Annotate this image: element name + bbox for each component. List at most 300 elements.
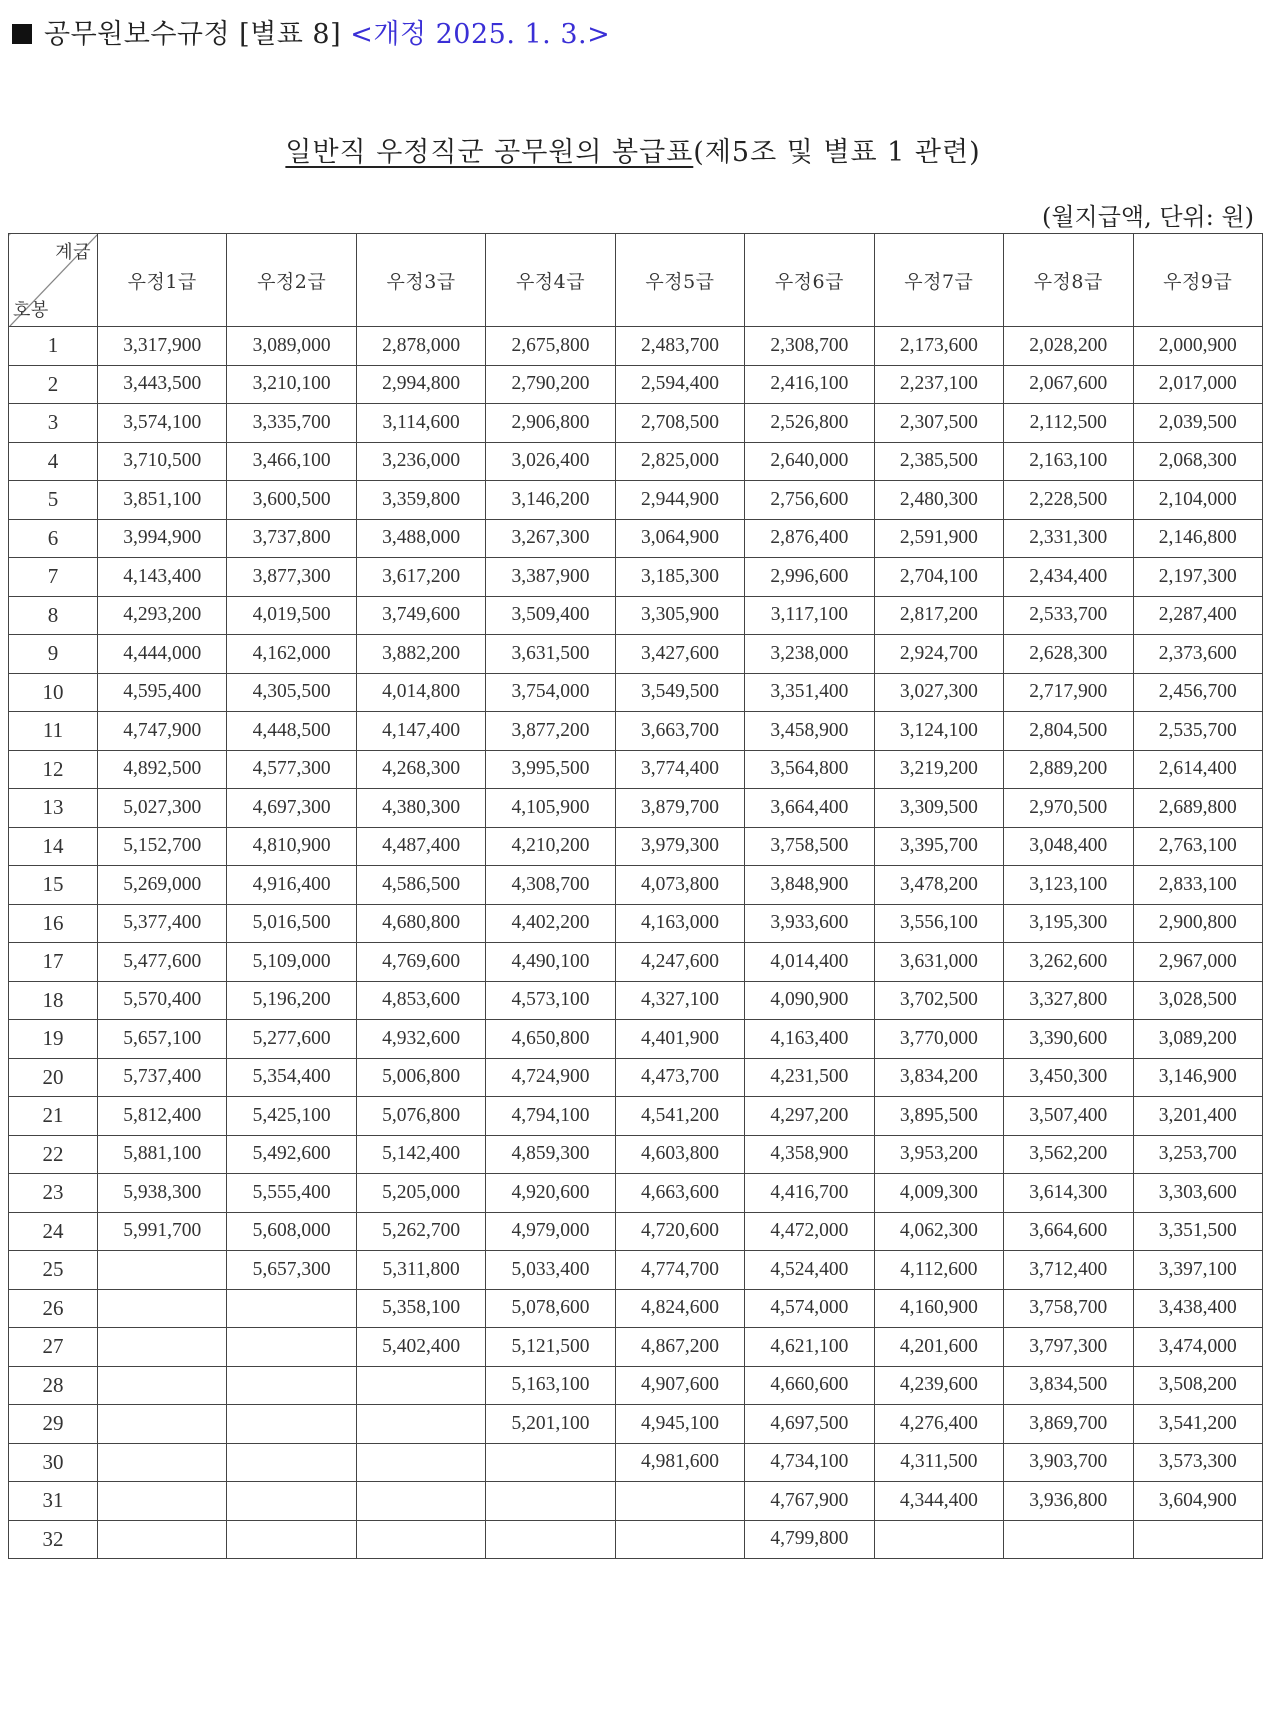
salary-cell: 3,466,100 bbox=[227, 442, 356, 481]
salary-cell: 2,708,500 bbox=[615, 404, 744, 443]
salary-cell: 2,889,200 bbox=[1004, 750, 1133, 789]
salary-cell: 3,335,700 bbox=[227, 404, 356, 443]
salary-cell: 2,307,500 bbox=[874, 404, 1003, 443]
salary-cell: 3,663,700 bbox=[615, 712, 744, 751]
step-number-cell: 19 bbox=[9, 1020, 98, 1059]
step-number-cell: 10 bbox=[9, 673, 98, 712]
salary-cell: 3,614,300 bbox=[1004, 1174, 1133, 1213]
step-number-cell: 16 bbox=[9, 904, 98, 943]
step-number-cell: 29 bbox=[9, 1405, 98, 1444]
salary-cell: 3,749,600 bbox=[356, 596, 485, 635]
salary-cell bbox=[486, 1520, 615, 1559]
salary-cell: 3,195,300 bbox=[1004, 904, 1133, 943]
salary-cell: 3,390,600 bbox=[1004, 1020, 1133, 1059]
step-number-cell: 5 bbox=[9, 481, 98, 520]
salary-cell: 3,210,100 bbox=[227, 365, 356, 404]
salary-cell: 3,758,700 bbox=[1004, 1289, 1133, 1328]
salary-cell: 5,938,300 bbox=[98, 1174, 227, 1213]
step-number-cell: 6 bbox=[9, 519, 98, 558]
salary-cell: 5,657,100 bbox=[98, 1020, 227, 1059]
salary-cell: 3,903,700 bbox=[1004, 1443, 1133, 1482]
salary-cell: 5,109,000 bbox=[227, 943, 356, 982]
salary-cell: 5,608,000 bbox=[227, 1212, 356, 1251]
document-title bbox=[0, 130, 1266, 169]
salary-cell: 3,123,100 bbox=[1004, 866, 1133, 905]
salary-cell: 2,228,500 bbox=[1004, 481, 1133, 520]
step-number-cell: 13 bbox=[9, 789, 98, 828]
table-row bbox=[9, 1520, 1263, 1559]
salary-cell: 4,308,700 bbox=[486, 866, 615, 905]
salary-cell: 3,617,200 bbox=[356, 558, 485, 597]
salary-cell: 3,124,100 bbox=[874, 712, 1003, 751]
salary-cell: 4,595,400 bbox=[98, 673, 227, 712]
salary-cell: 3,478,200 bbox=[874, 866, 1003, 905]
salary-cell: 3,443,500 bbox=[98, 365, 227, 404]
salary-cell: 3,387,900 bbox=[486, 558, 615, 597]
regulation-header bbox=[12, 12, 610, 51]
salary-cell: 4,907,600 bbox=[615, 1366, 744, 1405]
salary-cell: 4,663,600 bbox=[615, 1174, 744, 1213]
table-row bbox=[9, 442, 1263, 481]
table-row bbox=[9, 1174, 1263, 1213]
salary-cell bbox=[874, 1520, 1003, 1559]
salary-cell: 3,253,700 bbox=[1133, 1135, 1263, 1174]
step-number-cell: 8 bbox=[9, 596, 98, 635]
salary-cell: 3,117,100 bbox=[745, 596, 874, 635]
table-row bbox=[9, 1289, 1263, 1328]
salary-cell: 2,591,900 bbox=[874, 519, 1003, 558]
salary-cell: 5,121,500 bbox=[486, 1328, 615, 1367]
salary-cell: 3,474,000 bbox=[1133, 1328, 1263, 1367]
table-row bbox=[9, 596, 1263, 635]
salary-cell bbox=[98, 1289, 227, 1328]
salary-cell bbox=[615, 1482, 744, 1521]
salary-cell: 2,825,000 bbox=[615, 442, 744, 481]
column-header-grade-9: 우정9급 bbox=[1133, 234, 1263, 327]
step-number-cell: 15 bbox=[9, 866, 98, 905]
table-row bbox=[9, 1212, 1263, 1251]
salary-cell: 5,006,800 bbox=[356, 1058, 485, 1097]
column-header-grade-3: 우정3급 bbox=[356, 234, 485, 327]
step-number-cell: 17 bbox=[9, 943, 98, 982]
salary-cell bbox=[98, 1443, 227, 1482]
salary-cell: 4,105,900 bbox=[486, 789, 615, 828]
table-row bbox=[9, 1482, 1263, 1521]
salary-cell: 2,876,400 bbox=[745, 519, 874, 558]
salary-cell: 2,878,000 bbox=[356, 327, 485, 366]
table-row bbox=[9, 1405, 1263, 1444]
salary-cell: 2,028,200 bbox=[1004, 327, 1133, 366]
salary-cell: 2,628,300 bbox=[1004, 635, 1133, 674]
corner-header-cell bbox=[9, 234, 98, 327]
salary-cell: 2,640,000 bbox=[745, 442, 874, 481]
salary-cell: 3,027,300 bbox=[874, 673, 1003, 712]
salary-cell: 5,555,400 bbox=[227, 1174, 356, 1213]
salary-cell: 3,397,100 bbox=[1133, 1251, 1263, 1290]
table-row bbox=[9, 1097, 1263, 1136]
column-header-grade-6: 우정6급 bbox=[745, 234, 874, 327]
table-row bbox=[9, 1251, 1263, 1290]
salary-cell: 3,089,000 bbox=[227, 327, 356, 366]
column-header-grade-4: 우정4급 bbox=[486, 234, 615, 327]
step-number-cell: 11 bbox=[9, 712, 98, 751]
salary-cell: 2,237,100 bbox=[874, 365, 1003, 404]
salary-cell: 2,535,700 bbox=[1133, 712, 1263, 751]
salary-cell: 3,564,800 bbox=[745, 750, 874, 789]
salary-cell: 3,702,500 bbox=[874, 981, 1003, 1020]
table-row bbox=[9, 1020, 1263, 1059]
step-number-cell: 24 bbox=[9, 1212, 98, 1251]
table-row bbox=[9, 1328, 1263, 1367]
salary-cell: 2,385,500 bbox=[874, 442, 1003, 481]
step-number-cell: 28 bbox=[9, 1366, 98, 1405]
table-row bbox=[9, 327, 1263, 366]
salary-cell: 3,305,900 bbox=[615, 596, 744, 635]
salary-cell: 4,402,200 bbox=[486, 904, 615, 943]
salary-cell: 3,303,600 bbox=[1133, 1174, 1263, 1213]
salary-cell: 3,395,700 bbox=[874, 827, 1003, 866]
salary-cell: 4,892,500 bbox=[98, 750, 227, 789]
salary-cell: 4,276,400 bbox=[874, 1405, 1003, 1444]
salary-cell: 4,810,900 bbox=[227, 827, 356, 866]
revision-date: <개정 2025. 1. 3.> bbox=[350, 19, 611, 50]
salary-cell bbox=[98, 1328, 227, 1367]
table-row bbox=[9, 519, 1263, 558]
salary-cell: 3,562,200 bbox=[1004, 1135, 1133, 1174]
salary-cell: 4,774,700 bbox=[615, 1251, 744, 1290]
table-row bbox=[9, 827, 1263, 866]
salary-cell: 4,160,900 bbox=[874, 1289, 1003, 1328]
step-number-cell: 12 bbox=[9, 750, 98, 789]
salary-cell: 4,573,100 bbox=[486, 981, 615, 1020]
salary-cell: 4,112,600 bbox=[874, 1251, 1003, 1290]
salary-cell: 4,697,300 bbox=[227, 789, 356, 828]
salary-cell: 3,114,600 bbox=[356, 404, 485, 443]
salary-cell: 4,577,300 bbox=[227, 750, 356, 789]
table-header-row bbox=[9, 234, 1263, 327]
salary-cell: 2,163,100 bbox=[1004, 442, 1133, 481]
salary-cell: 4,720,600 bbox=[615, 1212, 744, 1251]
salary-cell: 2,689,800 bbox=[1133, 789, 1263, 828]
salary-cell bbox=[356, 1520, 485, 1559]
salary-cell: 2,614,400 bbox=[1133, 750, 1263, 789]
salary-cell: 4,311,500 bbox=[874, 1443, 1003, 1482]
salary-cell: 4,163,000 bbox=[615, 904, 744, 943]
salary-cell: 2,112,500 bbox=[1004, 404, 1133, 443]
salary-cell: 3,758,500 bbox=[745, 827, 874, 866]
salary-cell: 2,804,500 bbox=[1004, 712, 1133, 751]
salary-cell: 4,490,100 bbox=[486, 943, 615, 982]
step-number-cell: 22 bbox=[9, 1135, 98, 1174]
salary-cell: 4,473,700 bbox=[615, 1058, 744, 1097]
salary-cell: 2,833,100 bbox=[1133, 866, 1263, 905]
salary-cell bbox=[227, 1366, 356, 1405]
salary-cell: 3,201,400 bbox=[1133, 1097, 1263, 1136]
salary-cell: 4,210,200 bbox=[486, 827, 615, 866]
salary-cell: 3,848,900 bbox=[745, 866, 874, 905]
salary-cell: 4,163,400 bbox=[745, 1020, 874, 1059]
step-number-cell: 32 bbox=[9, 1520, 98, 1559]
salary-cell: 3,359,800 bbox=[356, 481, 485, 520]
salary-cell: 4,014,400 bbox=[745, 943, 874, 982]
salary-cell: 4,586,500 bbox=[356, 866, 485, 905]
salary-cell: 2,817,200 bbox=[874, 596, 1003, 635]
salary-cell: 4,916,400 bbox=[227, 866, 356, 905]
salary-cell: 3,351,500 bbox=[1133, 1212, 1263, 1251]
salary-cell: 3,631,000 bbox=[874, 943, 1003, 982]
salary-cell: 2,373,600 bbox=[1133, 635, 1263, 674]
salary-cell: 4,444,000 bbox=[98, 635, 227, 674]
salary-cell: 4,380,300 bbox=[356, 789, 485, 828]
salary-cell bbox=[1004, 1520, 1133, 1559]
table-row bbox=[9, 558, 1263, 597]
salary-cell: 3,327,800 bbox=[1004, 981, 1133, 1020]
salary-cell: 4,724,900 bbox=[486, 1058, 615, 1097]
black-square-icon bbox=[12, 24, 32, 44]
salary-cell: 4,747,900 bbox=[98, 712, 227, 751]
salary-cell: 3,604,900 bbox=[1133, 1482, 1263, 1521]
salary-cell: 2,704,100 bbox=[874, 558, 1003, 597]
step-axis-label: 호봉 bbox=[13, 300, 49, 321]
salary-cell: 2,944,900 bbox=[615, 481, 744, 520]
salary-cell: 3,737,800 bbox=[227, 519, 356, 558]
salary-cell: 4,853,600 bbox=[356, 981, 485, 1020]
salary-cell: 4,650,800 bbox=[486, 1020, 615, 1059]
salary-cell: 3,219,200 bbox=[874, 750, 1003, 789]
salary-cell: 5,269,000 bbox=[98, 866, 227, 905]
salary-cell: 3,541,200 bbox=[1133, 1405, 1263, 1444]
salary-cell: 4,824,600 bbox=[615, 1289, 744, 1328]
salary-cell: 4,014,800 bbox=[356, 673, 485, 712]
table-row bbox=[9, 404, 1263, 443]
salary-cell: 4,162,000 bbox=[227, 635, 356, 674]
salary-cell: 3,508,200 bbox=[1133, 1366, 1263, 1405]
salary-cell: 2,483,700 bbox=[615, 327, 744, 366]
salary-cell bbox=[98, 1520, 227, 1559]
salary-cell: 2,308,700 bbox=[745, 327, 874, 366]
salary-cell: 3,770,000 bbox=[874, 1020, 1003, 1059]
salary-cell: 2,717,900 bbox=[1004, 673, 1133, 712]
salary-cell: 2,000,900 bbox=[1133, 327, 1263, 366]
salary-cell: 3,573,300 bbox=[1133, 1443, 1263, 1482]
salary-cell: 3,185,300 bbox=[615, 558, 744, 597]
salary-cell: 5,991,700 bbox=[98, 1212, 227, 1251]
salary-cell: 5,142,400 bbox=[356, 1135, 485, 1174]
salary-cell: 4,401,900 bbox=[615, 1020, 744, 1059]
salary-cell bbox=[227, 1520, 356, 1559]
salary-cell: 4,859,300 bbox=[486, 1135, 615, 1174]
salary-cell: 3,317,900 bbox=[98, 327, 227, 366]
table-row bbox=[9, 750, 1263, 789]
salary-cell: 2,331,300 bbox=[1004, 519, 1133, 558]
step-number-cell: 2 bbox=[9, 365, 98, 404]
salary-cell: 2,533,700 bbox=[1004, 596, 1133, 635]
salary-cell: 4,524,400 bbox=[745, 1251, 874, 1290]
step-number-cell: 14 bbox=[9, 827, 98, 866]
salary-cell: 5,737,400 bbox=[98, 1058, 227, 1097]
salary-cell: 3,028,500 bbox=[1133, 981, 1263, 1020]
salary-cell bbox=[486, 1443, 615, 1482]
grade-axis-label: 계급 bbox=[55, 242, 91, 263]
salary-cell: 5,881,100 bbox=[98, 1135, 227, 1174]
salary-cell: 5,201,100 bbox=[486, 1405, 615, 1444]
salary-cell bbox=[356, 1366, 485, 1405]
step-number-cell: 27 bbox=[9, 1328, 98, 1367]
salary-cell: 2,924,700 bbox=[874, 635, 1003, 674]
salary-cell: 4,979,000 bbox=[486, 1212, 615, 1251]
salary-cell: 4,009,300 bbox=[874, 1174, 1003, 1213]
salary-cell: 4,799,800 bbox=[745, 1520, 874, 1559]
salary-cell: 3,879,700 bbox=[615, 789, 744, 828]
salary-cell: 4,541,200 bbox=[615, 1097, 744, 1136]
salary-cell: 5,425,100 bbox=[227, 1097, 356, 1136]
salary-cell: 4,090,900 bbox=[745, 981, 874, 1020]
salary-cell: 4,293,200 bbox=[98, 596, 227, 635]
salary-cell: 3,994,900 bbox=[98, 519, 227, 558]
salary-cell: 4,794,100 bbox=[486, 1097, 615, 1136]
title-main: 일반직 우정직군 공무원의 봉급표 bbox=[285, 137, 694, 168]
salary-cell: 2,790,200 bbox=[486, 365, 615, 404]
salary-cell: 3,026,400 bbox=[486, 442, 615, 481]
table-row bbox=[9, 1366, 1263, 1405]
column-header-grade-8: 우정8급 bbox=[1004, 234, 1133, 327]
salary-cell bbox=[486, 1482, 615, 1521]
salary-cell: 3,877,300 bbox=[227, 558, 356, 597]
salary-cell: 3,895,500 bbox=[874, 1097, 1003, 1136]
salary-cell bbox=[227, 1482, 356, 1521]
table-row bbox=[9, 1135, 1263, 1174]
salary-cell: 2,017,000 bbox=[1133, 365, 1263, 404]
salary-cell: 3,797,300 bbox=[1004, 1328, 1133, 1367]
salary-cell: 4,143,400 bbox=[98, 558, 227, 597]
salary-cell bbox=[98, 1366, 227, 1405]
salary-cell: 5,492,600 bbox=[227, 1135, 356, 1174]
salary-cell: 2,967,000 bbox=[1133, 943, 1263, 982]
salary-cell: 2,039,500 bbox=[1133, 404, 1263, 443]
salary-cell: 3,458,900 bbox=[745, 712, 874, 751]
salary-cell: 3,267,300 bbox=[486, 519, 615, 558]
step-number-cell: 18 bbox=[9, 981, 98, 1020]
salary-cell: 4,932,600 bbox=[356, 1020, 485, 1059]
salary-cell: 3,438,400 bbox=[1133, 1289, 1263, 1328]
salary-cell: 3,600,500 bbox=[227, 481, 356, 520]
salary-cell bbox=[98, 1482, 227, 1521]
salary-cell bbox=[98, 1251, 227, 1290]
step-number-cell: 20 bbox=[9, 1058, 98, 1097]
salary-cell: 5,377,400 bbox=[98, 904, 227, 943]
salary-cell: 5,205,000 bbox=[356, 1174, 485, 1213]
salary-cell: 4,247,600 bbox=[615, 943, 744, 982]
salary-cell: 3,834,200 bbox=[874, 1058, 1003, 1097]
salary-cell bbox=[227, 1328, 356, 1367]
column-header-grade-1: 우정1급 bbox=[98, 234, 227, 327]
salary-cell: 3,309,500 bbox=[874, 789, 1003, 828]
salary-cell: 4,680,800 bbox=[356, 904, 485, 943]
salary-cell: 2,434,400 bbox=[1004, 558, 1133, 597]
step-number-cell: 7 bbox=[9, 558, 98, 597]
table-row bbox=[9, 712, 1263, 751]
salary-cell: 3,712,400 bbox=[1004, 1251, 1133, 1290]
salary-cell: 2,197,300 bbox=[1133, 558, 1263, 597]
salary-cell bbox=[1133, 1520, 1263, 1559]
salary-cell: 4,767,900 bbox=[745, 1482, 874, 1521]
salary-cell: 4,867,200 bbox=[615, 1328, 744, 1367]
step-number-cell: 1 bbox=[9, 327, 98, 366]
salary-cell: 5,078,600 bbox=[486, 1289, 615, 1328]
salary-cell: 4,358,900 bbox=[745, 1135, 874, 1174]
salary-cell: 3,851,100 bbox=[98, 481, 227, 520]
salary-cell: 5,016,500 bbox=[227, 904, 356, 943]
salary-cell: 2,480,300 bbox=[874, 481, 1003, 520]
salary-cell: 2,996,600 bbox=[745, 558, 874, 597]
salary-cell bbox=[227, 1289, 356, 1328]
column-header-grade-2: 우정2급 bbox=[227, 234, 356, 327]
salary-cell: 3,995,500 bbox=[486, 750, 615, 789]
salary-cell: 4,574,000 bbox=[745, 1289, 874, 1328]
salary-cell: 4,981,600 bbox=[615, 1443, 744, 1482]
salary-cell: 2,067,600 bbox=[1004, 365, 1133, 404]
step-number-cell: 25 bbox=[9, 1251, 98, 1290]
salary-cell: 2,763,100 bbox=[1133, 827, 1263, 866]
salary-cell: 4,344,400 bbox=[874, 1482, 1003, 1521]
step-number-cell: 21 bbox=[9, 1097, 98, 1136]
salary-cell: 5,657,300 bbox=[227, 1251, 356, 1290]
salary-cell: 5,311,800 bbox=[356, 1251, 485, 1290]
salary-cell: 3,146,900 bbox=[1133, 1058, 1263, 1097]
salary-cell: 4,073,800 bbox=[615, 866, 744, 905]
salary-cell: 3,048,400 bbox=[1004, 827, 1133, 866]
salary-cell: 5,570,400 bbox=[98, 981, 227, 1020]
salary-cell: 5,196,200 bbox=[227, 981, 356, 1020]
pay-scale-table bbox=[8, 233, 1263, 1559]
salary-cell: 4,201,600 bbox=[874, 1328, 1003, 1367]
salary-cell: 2,146,800 bbox=[1133, 519, 1263, 558]
step-number-cell: 23 bbox=[9, 1174, 98, 1213]
salary-cell: 2,287,400 bbox=[1133, 596, 1263, 635]
salary-cell: 2,970,500 bbox=[1004, 789, 1133, 828]
salary-cell: 2,173,600 bbox=[874, 327, 1003, 366]
salary-cell: 2,675,800 bbox=[486, 327, 615, 366]
salary-cell: 3,882,200 bbox=[356, 635, 485, 674]
salary-cell: 3,238,000 bbox=[745, 635, 874, 674]
step-number-cell: 4 bbox=[9, 442, 98, 481]
salary-cell: 5,033,400 bbox=[486, 1251, 615, 1290]
salary-cell: 3,631,500 bbox=[486, 635, 615, 674]
salary-cell: 3,556,100 bbox=[874, 904, 1003, 943]
salary-cell: 4,327,100 bbox=[615, 981, 744, 1020]
salary-cell: 4,487,400 bbox=[356, 827, 485, 866]
salary-cell: 3,754,000 bbox=[486, 673, 615, 712]
salary-cell bbox=[98, 1405, 227, 1444]
step-number-cell: 26 bbox=[9, 1289, 98, 1328]
salary-cell: 3,574,100 bbox=[98, 404, 227, 443]
table-row bbox=[9, 673, 1263, 712]
step-number-cell: 9 bbox=[9, 635, 98, 674]
salary-cell: 3,664,600 bbox=[1004, 1212, 1133, 1251]
salary-cell: 3,507,400 bbox=[1004, 1097, 1133, 1136]
salary-cell: 3,146,200 bbox=[486, 481, 615, 520]
salary-cell: 2,900,800 bbox=[1133, 904, 1263, 943]
salary-cell bbox=[356, 1405, 485, 1444]
salary-cell: 2,594,400 bbox=[615, 365, 744, 404]
salary-cell bbox=[356, 1482, 485, 1521]
salary-cell: 2,994,800 bbox=[356, 365, 485, 404]
salary-cell: 3,089,200 bbox=[1133, 1020, 1263, 1059]
salary-cell: 3,450,300 bbox=[1004, 1058, 1133, 1097]
salary-cell: 2,526,800 bbox=[745, 404, 874, 443]
regulation-name: 공무원보수규정 [별표 8] bbox=[44, 19, 342, 50]
title-suffix: (제5조 및 별표 1 관련) bbox=[693, 137, 981, 168]
